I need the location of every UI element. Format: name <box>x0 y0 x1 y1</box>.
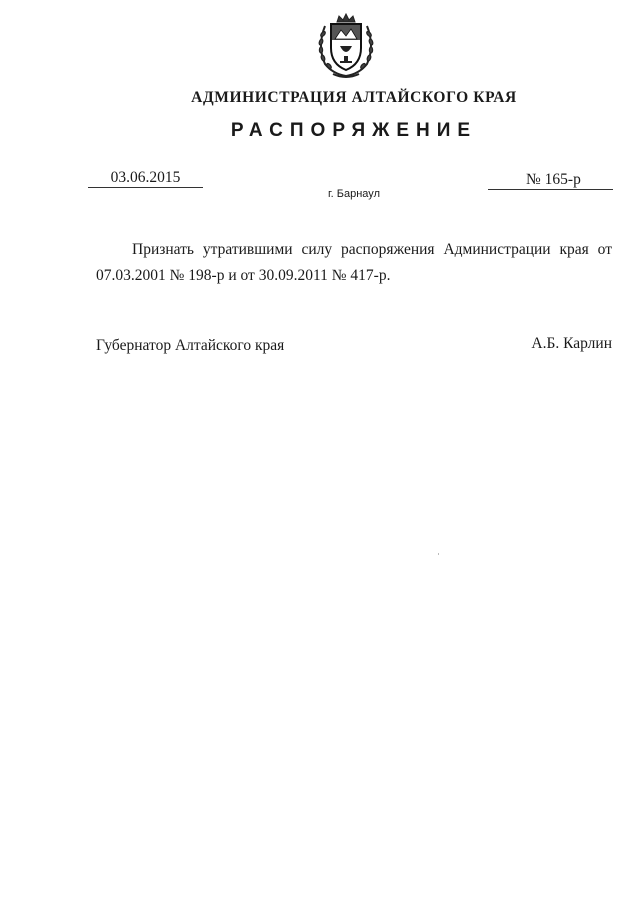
document-number: № 165-р <box>526 171 581 188</box>
scan-speck <box>438 553 439 555</box>
document-type-title: РАСПОРЯЖЕНИЕ <box>230 120 478 141</box>
document-city: г. Барнаул <box>328 188 380 200</box>
document-body-paragraph: Признать утратившими силу распоряжения Администрации края от 07.03.2001 № 198-р и от 30.09.2011 № 417-р. <box>96 241 612 284</box>
altai-krai-coat-of-arms-icon <box>315 12 377 80</box>
document-date: 03.06.2015 <box>88 169 203 188</box>
coat-of-arms-emblem <box>315 12 377 80</box>
organization-name: АДМИНИСТРАЦИЯ АЛТАЙСКОГО КРАЯ <box>191 89 517 106</box>
signer-name: А.Б. Карлин <box>531 335 612 352</box>
signer-position: Губернатор Алтайского края <box>96 337 285 354</box>
